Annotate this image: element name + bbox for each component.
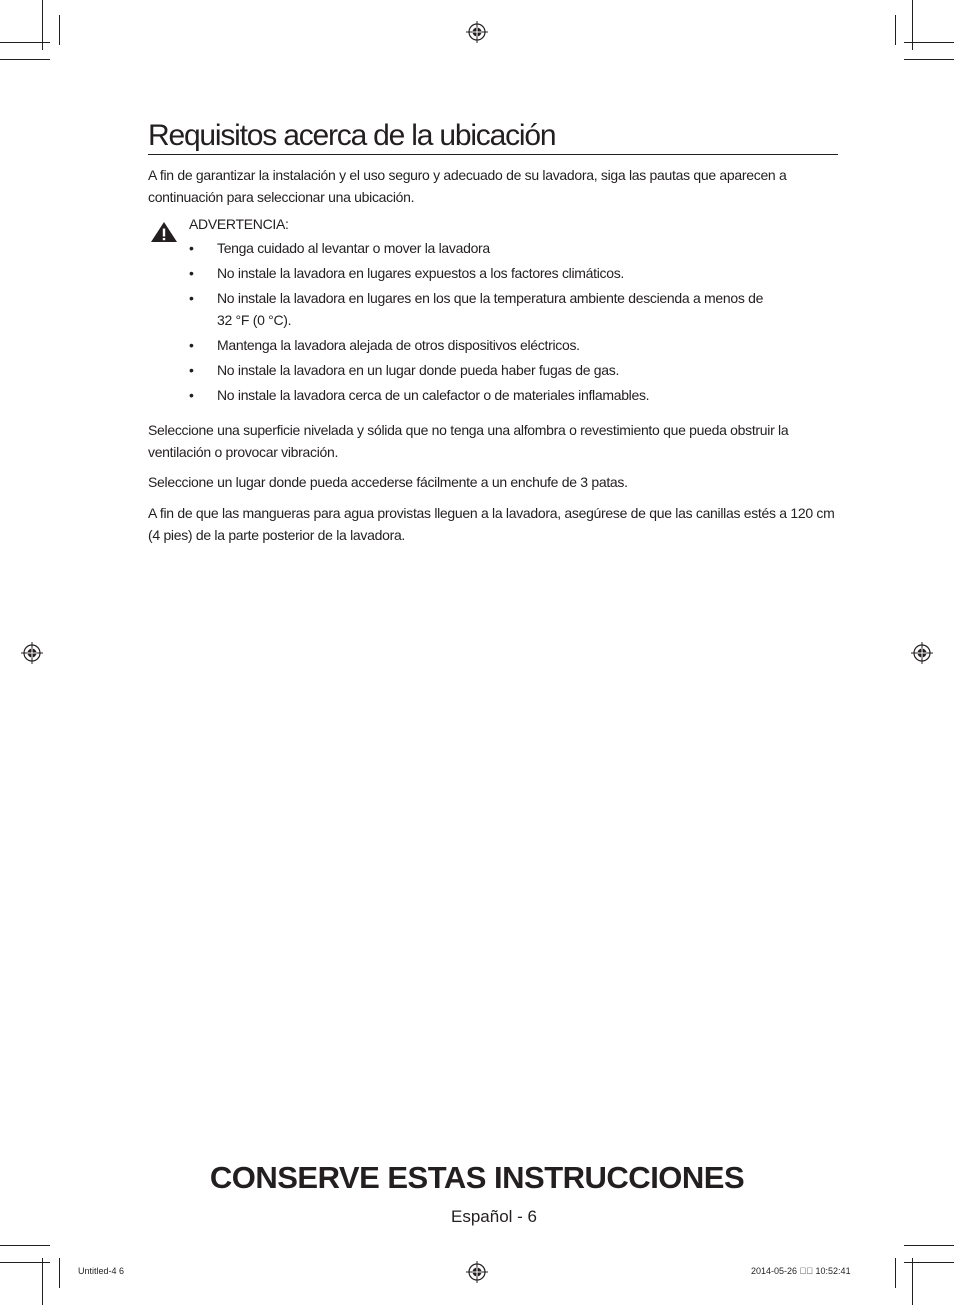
list-item: • Tenga cuidado al levantar o mover la lavadora [189,237,809,259]
list-item: • No instale la lavadora en lugares expuestos a los factores climáticos. [189,262,809,284]
list-item: • Mantenga la lavadora alejada de otros dispositivos eléctricos. [189,334,809,356]
warning-triangle-icon [150,221,178,243]
crop-mark [912,0,913,50]
body-paragraph: Seleccione una superficie nivelada y sólida que no tenga una alfombra o revestimiento que pueda obstruir la ventilación o provocar vibración. [148,422,789,460]
bullet-icon: • [189,240,194,256]
list-item: • No instale la lavadora cerca de un calefactor o de materiales inflamables. [189,384,809,406]
bullet-icon: • [189,337,194,353]
crop-mark [42,1258,43,1305]
slug-timestamp: 2014-05-26 ￿￿ 10:52:41 [751,1266,851,1276]
registration-mark-icon [911,642,933,664]
crop-mark [0,59,50,60]
registration-mark-icon [21,642,43,664]
registration-mark-icon [466,21,488,43]
crop-mark [912,1258,913,1305]
crop-mark [0,1245,50,1246]
bullet-icon: • [189,265,194,281]
slug-file-name: Untitled-4 6 [78,1266,125,1276]
crop-mark [59,15,60,45]
bullet-icon: • [189,362,194,378]
warning-list [189,237,809,409]
crop-mark [904,1245,954,1246]
crop-mark [42,0,43,50]
body-paragraph: A fin de que las mangueras para agua provistas lleguen a la lavadora, asegúrese de que las canillas estés a 120 cm (4 pies) de la parte posterior de la lavadora. [148,505,835,543]
registration-mark-icon [466,1261,488,1283]
bullet-icon: • [189,387,194,403]
crop-mark [59,1258,60,1288]
page-number: Español - 6 [451,1207,537,1226]
intro-paragraph: A fin de garantizar la instalación y el uso seguro y adecuado de su lavadora, siga las pautas que aparecen a continuación para seleccionar una ubicación. [148,167,787,205]
footer-title: CONSERVE ESTAS INSTRUCCIONES [209,1160,745,1195]
body-paragraph: Seleccione un lugar donde pueda accederse fácilmente a un enchufe de 3 patas. [148,474,628,490]
list-item: • No instale la lavadora en lugares en los que la temperatura ambiente descienda a menos de 32 °F (0 °C). [189,287,777,331]
crop-mark [895,15,896,45]
warning-label: ADVERTENCIA: [189,216,289,232]
section-title: Requisitos acerca de la ubicación [148,118,838,155]
list-item: • No instale la lavadora en un lugar donde pueda haber fugas de gas. [189,359,809,381]
crop-mark [904,59,954,60]
crop-mark [895,1258,896,1288]
bullet-icon: • [189,290,194,306]
